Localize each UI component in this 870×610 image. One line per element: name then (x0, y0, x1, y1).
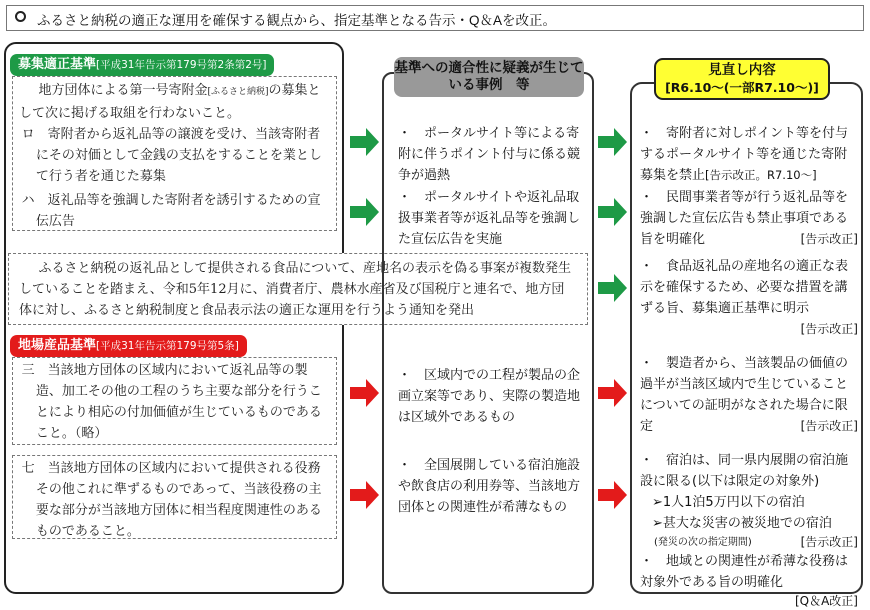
recruit-intro: 地方団体による第一号寄附金[ふるさと納税]の募集として次に掲げる取組を行わないこと。 (19, 83, 321, 121)
revision-tag: [告示改正。R7.10～] (705, 168, 817, 182)
issue-item: ・ 全国展開している宿泊施設や飲食店の利用券等、当該地方団体との関連性が希薄なもの (398, 458, 581, 515)
issue-item: ・ ポータルサイト等による寄附に伴うポイント付与に係る競争が過熱 (398, 126, 581, 183)
notice-text: ふるさと納税の返礼品として提供される食品について、産地名の表示を偽る事案が複数発生していることを踏まえ、令和5年12月に、消費者庁、農林水産省及び国税庁と連名で、地方団体に対し、ふるさと納税制度と食品表示法の適正な運用を行うよう通知を発出 (19, 261, 571, 318)
revision-item-lodging (640, 450, 858, 610)
local-standard-item-7 (12, 455, 337, 539)
lodging-sub-2: ➢甚大な災害の被災地での宿泊 (652, 516, 832, 531)
arrow-right-icon (598, 197, 628, 227)
recruit-item-ro: ロ 寄附者から返礼品等の譲渡を受け、当該寄附者にその対価として金銭の支払をすることを業として行う者を通じた募集 (21, 127, 322, 184)
arrow-right-icon (598, 127, 628, 157)
lodging-sub-1: ➢1人1泊5万円以下の宿泊 (652, 495, 805, 510)
arrow-right-icon (350, 480, 380, 510)
recruit-standard-badge (10, 54, 274, 76)
lodging-note: (発災の次の指定期間) (654, 537, 752, 548)
recruit-standard-ref: [平成31年告示第179号第2条第2号] (96, 59, 267, 71)
revision-tag: [告示改正] (800, 535, 858, 549)
revision-item: ・ 製造者から、当該製品の価値の過半が当該区域内で生じていることについての証明がなされた場合に限定 [告示改正] (640, 353, 858, 437)
revision-tag: [告示改正] (800, 322, 858, 336)
arrow-right-icon (598, 480, 628, 510)
local-standard-ref: [平成31年告示第179号第5条] (96, 340, 239, 352)
revision-tag: [告示改正] (800, 419, 858, 433)
arrow-right-icon (350, 378, 380, 408)
issue-item: ・ 区域内での工程が製品の企画立案等であり、実際の製造地は区域外であるもの (398, 368, 581, 425)
issue-item: ・ ポータルサイトや返礼品取扱事業者等が返礼品等を強調した宣伝広告を実施 (398, 190, 581, 247)
summary-text: ふるさと納税の適正な運用を確保する観点から、指定基準となる告示・Q＆Aを改正。 (37, 13, 557, 28)
arrow-right-icon (598, 273, 628, 303)
recruit-standard-box (12, 76, 337, 231)
revision-item: ・ 食品返礼品の産地名の適正な表示を確保するため、必要な措置を講ずる旨、募集適正基準に明示 [告示改正] (640, 256, 858, 340)
revisions-period: [R6.10～(一部R7.10～)] (665, 80, 819, 95)
item-3-text: 三 当該地方団体の区域内において返礼品等の製造、加工その他の工程のうち主要な部分を行うことにより相応の付加価値が生じているものであること。（略） (21, 363, 322, 441)
revision-tag: [Q＆A改正] (794, 594, 858, 608)
local-standard-title: 地場産品基準 (18, 338, 97, 353)
item-7-text: 七 当該地方団体の区域内において提供される役務その他これに準ずるものであって、当該役務の主要な部分が当該地方団体に相当程度関連性のあるものであること。 (21, 461, 322, 539)
recruit-item-ha: ハ 返礼品等を強調した寄附者を誘引するための宣伝広告 (21, 193, 321, 229)
recruit-standard-title: 募集適正基準 (18, 57, 97, 72)
lodging-text: ・ 宿泊は、同一県内展開の宿泊施設に限る(以下は限定の対象外) (640, 453, 849, 489)
arrow-right-icon (350, 127, 380, 157)
circle-icon (15, 11, 26, 22)
revision-tag: [告示改正] (800, 232, 858, 246)
arrow-right-icon (350, 197, 380, 227)
revisions-title-text: 見直し内容 (708, 62, 776, 78)
local-product-standard-badge (10, 335, 247, 357)
services-text: ・ 地域との関連性が希薄な役務は対象外である旨の明確化 (640, 554, 849, 590)
revision-item: ・ 寄附者に対しポイント等を付与するポータルサイト等を通じた寄附募集を禁止[告示改正。R7.10～] (640, 126, 849, 183)
revision-item: ・ 民間事業者等が行う返礼品等を強調した宣伝広告も禁止事項である旨を明確化 [告示改正] (640, 187, 858, 250)
local-standard-item-3 (12, 357, 337, 445)
arrow-right-icon (598, 378, 628, 408)
issues-title: 基準への適合性に疑義が生じている事例 等 (394, 57, 584, 97)
revisions-title (654, 58, 830, 100)
summary-header (6, 5, 864, 31)
